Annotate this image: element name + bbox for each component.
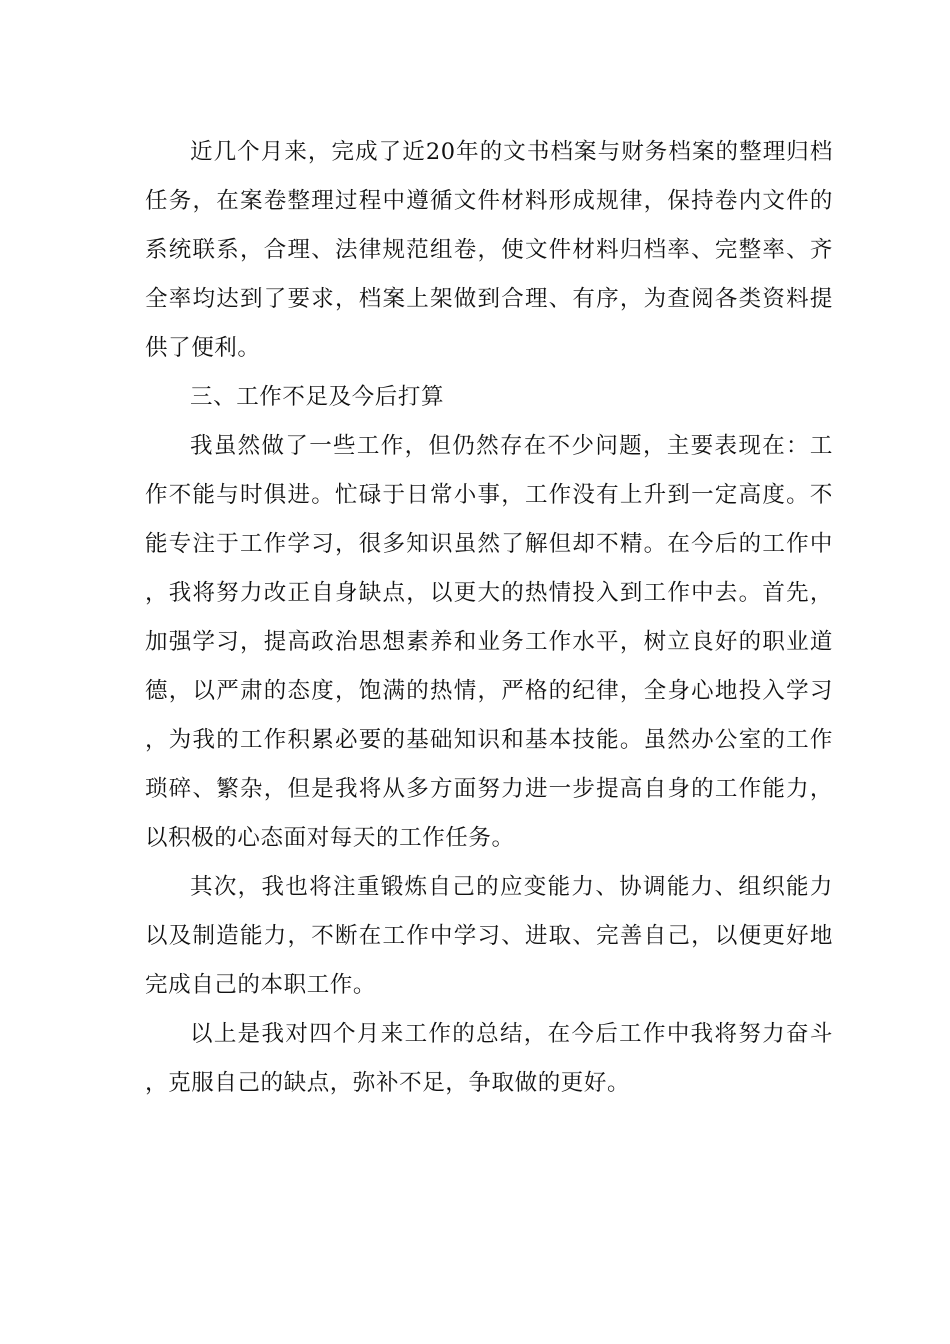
paragraph-archive-work: 近几个月来，完成了近20年的文书档案与财务档案的整理归档任务，在案卷整理过程中遵循文件材料形成规律，保持卷内文件的系统联系，合理、法律规范组卷，使文件材料归档率、完整率、齐全率均达到了要求，档案上架做到合理、有序，为查阅各类资料提供了便利。 bbox=[145, 139, 833, 361]
section-heading-shortcomings: 三、工作不足及今后打算 bbox=[190, 384, 445, 410]
paragraph-conclusion: 以上是我对四个月来工作的总结，在今后工作中我将努力奋斗，克服自己的缺点，弥补不足，争取做的更好。 bbox=[145, 1021, 833, 1096]
paragraph-abilities: 其次，我也将注重锻炼自己的应变能力、协调能力、组织能力以及制造能力，不断在工作中学习、进取、完善自己，以便更好地完成自己的本职工作。 bbox=[145, 874, 833, 998]
paragraph-shortcomings: 我虽然做了一些工作，但仍然存在不少问题，主要表现在：工作不能与时俱进。忙碌于日常小事，工作没有上升到一定高度。不能专注于工作学习，很多知识虽然了解但却不精。在今后的工作中，我将努力改正自身缺点，以更大的热情投入到工作中去。首先，加强学习，提高政治思想素养和业务工作水平，树立良好的职业道德，以严肃的态度，饱满的热情，严格的纪律，全身心地投入学习，为我的工作积累必要的基础知识和基本技能。虽然办公室的工作琐碎、繁杂，但是我将从多方面努力进一步提高自身的工作能力，以积极的心态面对每天的工作任务。 bbox=[145, 433, 833, 851]
document-body bbox=[145, 128, 833, 1108]
